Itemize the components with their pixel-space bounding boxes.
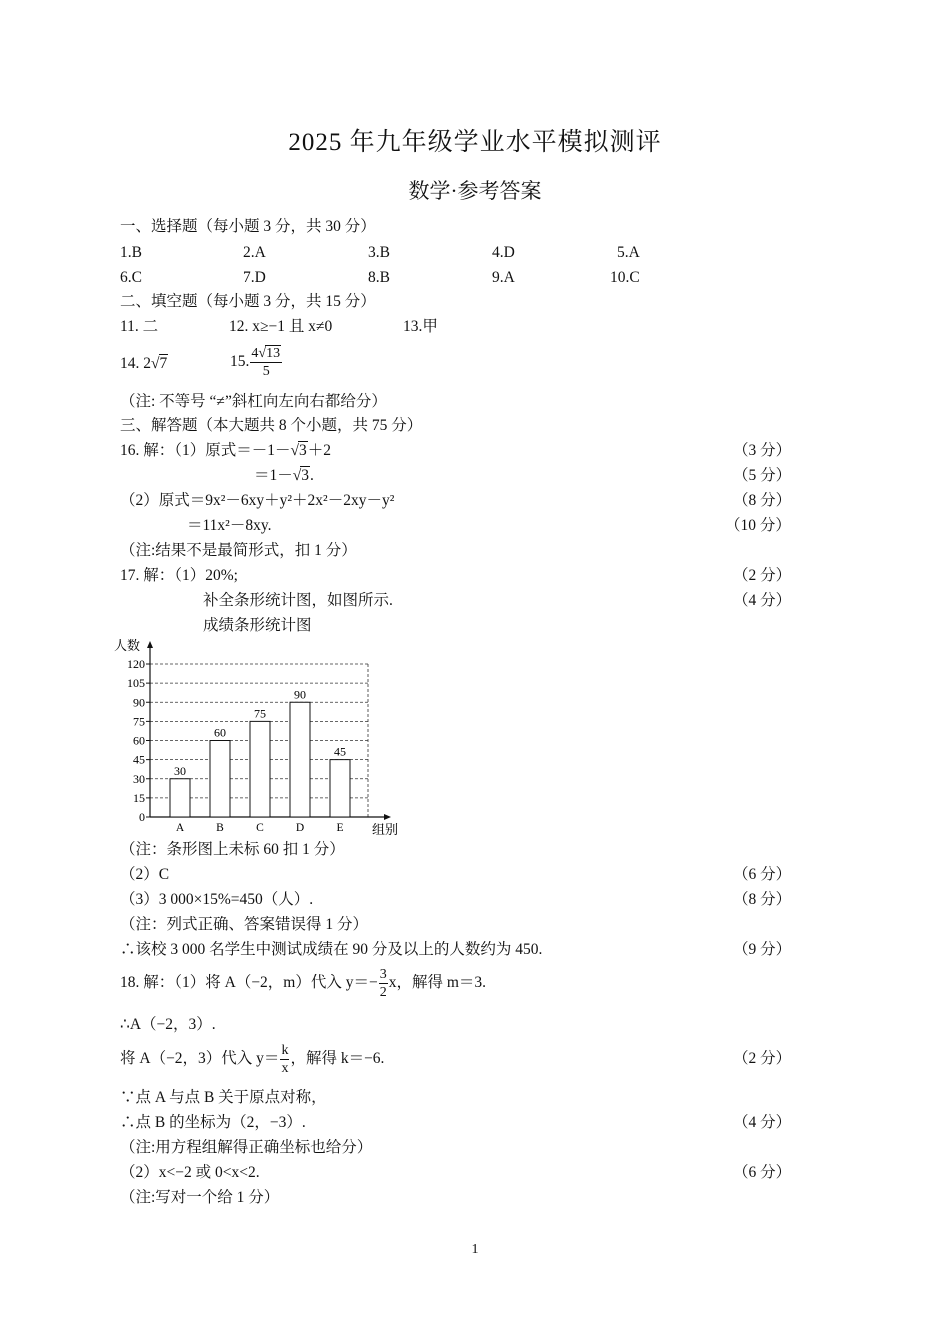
q16-note: （注:结果不是最简形式，扣 1 分）	[120, 542, 357, 559]
answer-3: 3.B	[368, 244, 390, 261]
points: （9 分）	[733, 941, 792, 958]
answer-8: 8.B	[368, 269, 390, 286]
bar-value-label: 30	[174, 763, 186, 778]
q17-line2: 补全条形统计图，如图所示.	[203, 592, 393, 609]
points: （2 分）	[733, 1050, 792, 1067]
x-tick-label: B	[216, 822, 224, 834]
y-tick-label: 60	[133, 733, 145, 748]
chart-title: 成绩条形统计图	[203, 617, 312, 634]
x-axis-arrow	[384, 814, 391, 820]
q16-line4: ＝11x²－8xy.	[187, 517, 272, 534]
section1-heading: 一、选择题（每小题 3 分，共 30 分）	[120, 218, 376, 235]
y-tick-label: 45	[133, 752, 145, 767]
q18-line1: 18. 解：（1）将 A（−2，m）代入 y＝− $\frac{3}{2}$ x，解得 m＝3.	[120, 967, 487, 1000]
answer-1: 1.B	[120, 244, 142, 261]
y-tick-label: 105	[127, 676, 145, 691]
bar-value-label: 90	[294, 687, 306, 702]
answer-4: 4.D	[492, 244, 515, 261]
x-axis-label: 组别	[372, 822, 399, 837]
answer-6: 6.C	[120, 269, 142, 286]
section2-heading: 二、填空题（每小题 3 分，共 15 分）	[120, 293, 376, 310]
answer-14: 14. 2√7	[120, 355, 168, 372]
points: （4 分）	[733, 592, 792, 609]
points: （6 分）	[733, 1164, 792, 1181]
answer-12: 12. x≥−1 且 x≠0	[229, 318, 333, 335]
points: （2 分）	[733, 567, 792, 584]
bar	[250, 721, 270, 817]
answer-2: 2.A	[243, 244, 266, 261]
answer-10: 10.C	[610, 269, 640, 286]
q18-line5: ∴点 B 的坐标为（2，−3）.	[120, 1114, 306, 1131]
q18-note2: （注:写对一个给 1 分）	[120, 1189, 280, 1206]
points: （8 分）	[733, 492, 792, 509]
y-axis-arrow	[147, 641, 153, 648]
fraction: $\frac{k}{x}$	[281, 1043, 289, 1076]
bar	[330, 760, 350, 817]
x-tick-label: E	[336, 822, 344, 834]
bar	[290, 702, 310, 817]
bar	[170, 779, 190, 817]
y-axis-label: 人数	[114, 638, 141, 653]
answer-5: 5.A	[617, 244, 640, 261]
q17-line4: （3）3 000×15%=450（人）.	[120, 891, 314, 908]
fraction: $\frac{3}{2}$	[379, 967, 387, 1000]
x-tick-label: C	[256, 822, 264, 834]
y-tick-label: 75	[133, 714, 145, 729]
answer-7: 7.D	[243, 269, 266, 286]
page-subtitle: 数学·参考答案	[408, 179, 542, 203]
y-tick-label: 120	[127, 657, 145, 671]
points: （5 分）	[733, 467, 792, 484]
bar-chart	[110, 634, 410, 840]
q17-line1: 17. 解：（1）20%;	[120, 567, 238, 584]
answer-9: 9.A	[492, 269, 515, 286]
bar-value-label: 75	[254, 706, 266, 721]
q18-line3: 将 A（−2，3）代入 y＝ $\frac{k}{x}$ ，解得 k＝−6.	[120, 1043, 385, 1076]
points: （8 分）	[733, 891, 792, 908]
section3-heading: 三、解答题（本大题共 8 个小题，共 75 分）	[120, 417, 423, 434]
bar-value-label: 45	[334, 744, 346, 759]
y-tick-label: 0	[139, 810, 145, 824]
fraction: $\frac{4√13}{5}$	[251, 346, 281, 379]
points: （4 分）	[733, 1114, 792, 1131]
points: （10 分）	[725, 517, 791, 534]
answer-15: 15. $\frac{4√13}{5}$	[230, 346, 281, 379]
x-tick-label: D	[295, 822, 305, 834]
page-number: 1	[471, 1242, 479, 1257]
q17-note2: （注：列式正确、答案错误得 1 分）	[120, 916, 369, 933]
points: （6 分）	[733, 866, 792, 883]
y-tick-label: 30	[133, 771, 145, 786]
page-title: 2025 年九年级学业水平模拟测评	[288, 129, 662, 156]
note-inequality: （注: 不等号 “≠”斜杠向左向右都给分）	[120, 393, 387, 410]
q18-line2: ∴A（−2，3）.	[120, 1016, 216, 1033]
answer-13: 13.甲	[403, 318, 438, 335]
q16-line3: （2）原式＝9x²－6xy＋y²＋2x²－2xy－y²	[120, 492, 395, 509]
q18-line6: （2）x<−2 或 0<x<2.	[120, 1164, 260, 1181]
q17-line3: （2）C	[120, 866, 170, 883]
q17-line5: ∴该校 3 000 名学生中测试成绩在 90 分及以上的人数约为 450.	[120, 941, 543, 958]
x-tick-label: A	[175, 822, 185, 834]
q16-line1: 16. 解：（1）原式＝－1－√3＋2	[120, 442, 332, 459]
y-tick-label: 90	[133, 695, 145, 710]
points: （3 分）	[733, 442, 792, 459]
q18-line4: ∵点 A 与点 B 关于原点对称，	[120, 1089, 327, 1106]
y-tick-label: 15	[133, 790, 145, 805]
q16-line2: ＝1－√3.	[254, 467, 314, 484]
q17-note1: （注：条形图上未标 60 扣 1 分）	[120, 841, 345, 858]
answer-11: 11. 二	[120, 318, 159, 335]
bar	[210, 741, 230, 818]
bar-value-label: 60	[214, 725, 226, 740]
q18-note1: （注:用方程组解得正确坐标也给分）	[120, 1139, 373, 1156]
